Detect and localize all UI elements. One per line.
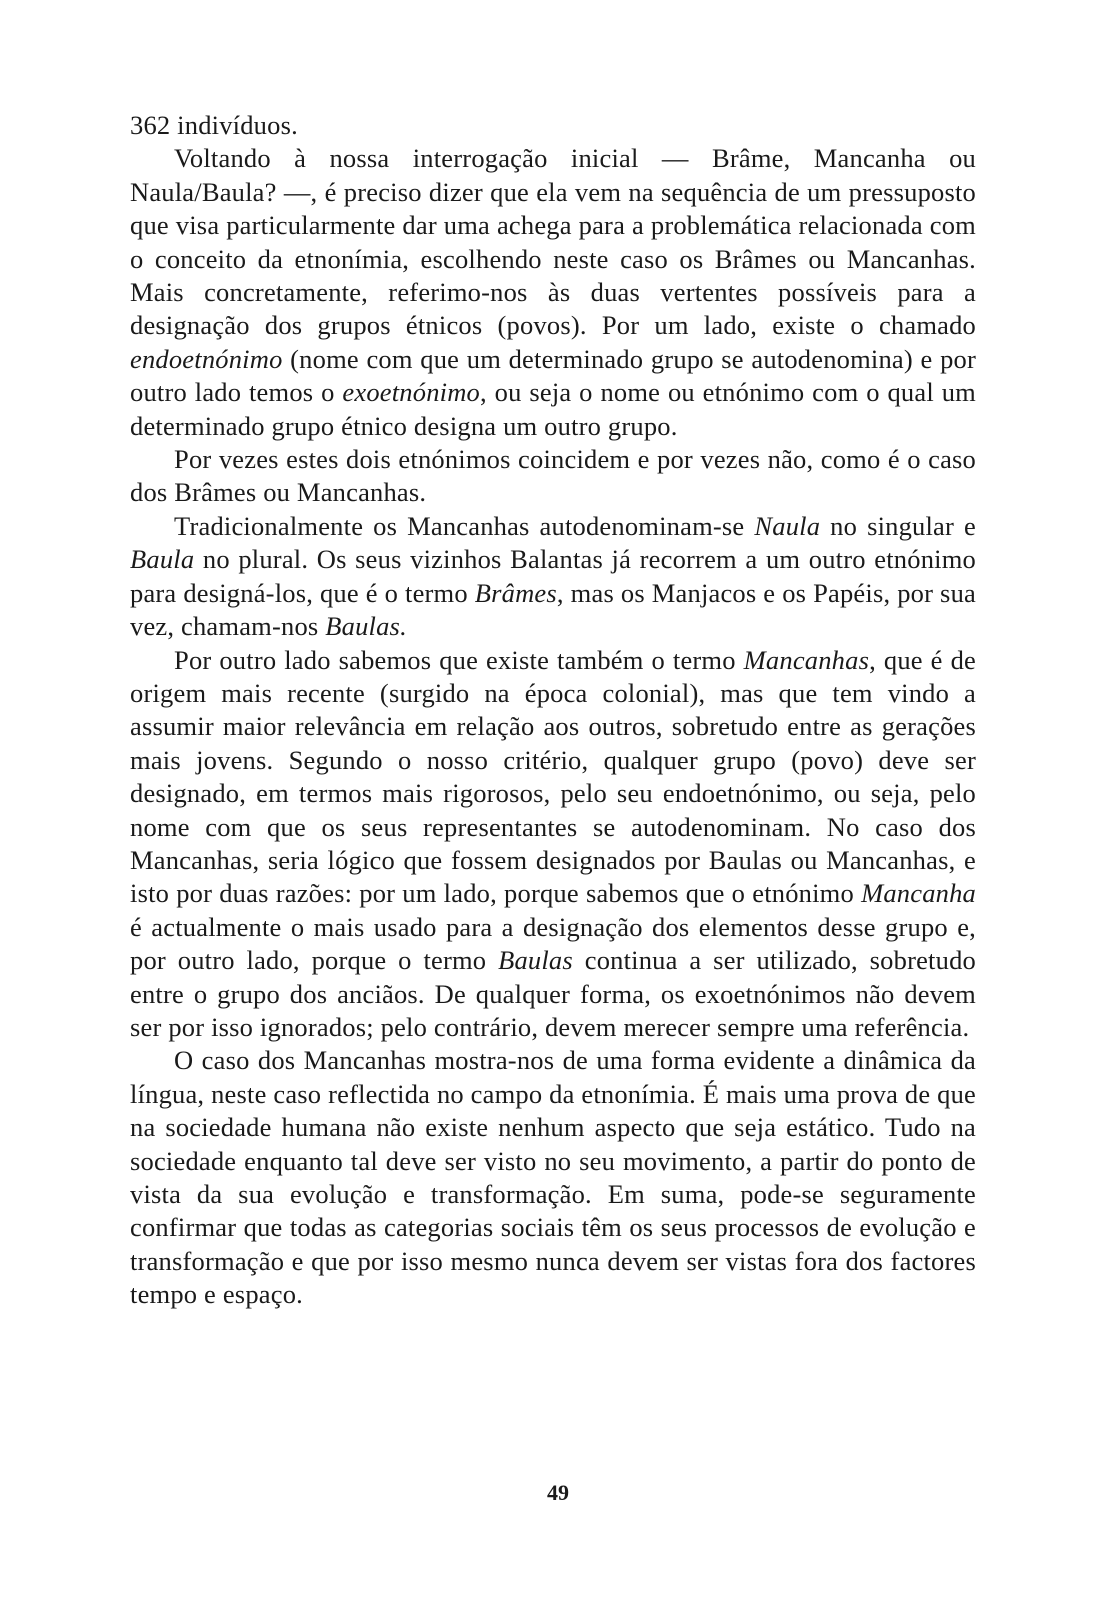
italic-term: Naula bbox=[754, 510, 821, 541]
page-number: 49 bbox=[547, 1480, 569, 1505]
text-run: O caso dos Mancanhas mostra-nos de uma forma evidente a dinâmica da língua, neste caso reflectida no campo da etnonímia. É mais uma prova de que na sociedade humana não existe nenhum aspecto que seja estático. Tudo na sociedade enquanto tal deve ser visto no seu movimento, a partir do ponto de vista da sua evolução e transformação. Em suma, pode-se seguramente confirmar que todas as categorias sociais têm os seus processos de evolução e transformação e que por isso mesmo nunca devem ser vistas fora dos factores tempo e espaço. bbox=[130, 1045, 976, 1310]
text-run: Por vezes estes dois etnónimos coincidem e por vezes não, como é o caso dos Brâmes ou Mancanhas. bbox=[130, 444, 976, 508]
paragraph bbox=[130, 510, 976, 644]
text-run: (nome com que um determinado grupo se autodenomina) e por outro lado temos o bbox=[130, 343, 976, 408]
italic-term: Baulas bbox=[498, 945, 573, 976]
italic-term: Baula bbox=[130, 544, 195, 575]
italic-term: exoetnónimo bbox=[342, 377, 480, 408]
italic-term: Mancanha bbox=[861, 878, 976, 909]
italic-term: Mancanhas bbox=[743, 644, 870, 675]
paragraph bbox=[130, 644, 976, 1045]
text-run: continua a ser utilizado, sobretudo entre o grupo dos anciãos. De qualquer forma, os exoetnónimos não devem ser por isso ignorados; pelo contrário, devem merecer sempre uma referência. bbox=[130, 945, 976, 1042]
text-run: , ou seja o nome ou etnónimo com o qual um determinado grupo étnico designa um outro grupo. bbox=[130, 377, 976, 441]
text-run: Por outro lado sabemos que existe também o termo bbox=[174, 644, 744, 675]
italic-term: endoetnónimo bbox=[130, 343, 283, 374]
text-run: Tradicionalmente os Mancanhas autodenominam-se bbox=[174, 510, 755, 541]
text-run: Voltando à nossa interrogação inicial — Brâme, Mancanha ou Naula/Baula? —, é preciso dizer que ela vem na sequência de um pressuposto que visa particularmente dar uma achega para a problemática relacionada com o conceito da etnonímia, escolhendo neste caso os Brâmes ou Mancanhas. Mais concretamente, referimo-nos às duas vertentes possíveis para a designação dos grupos étnicos (povos). Por um lado, existe o chamado bbox=[130, 143, 976, 341]
italic-term: Brâmes bbox=[474, 577, 557, 608]
text-run: é actualmente o mais usado para a designação dos elementos desse grupo e, por outro lado, porque o termo bbox=[130, 911, 976, 976]
text-run: no plural. Os seus vizinhos Balantas já recorrem a um outro etnónimo para designá-los, que é o termo bbox=[130, 544, 976, 608]
text-run: , que é de origem mais recente (surgido na época colonial), mas que tem vindo a assumir maior relevância em relação aos outros, sobretudo entre as gerações mais jovens. Segundo o nosso critério, qualquer grupo (povo) deve ser designado, em termos mais rigorosos, pelo seu endoetnónimo, ou seja, pelo nome com que os seus representantes se autodenominam. No caso dos Mancanhas, seria lógico que fossem designados por Baulas ou Mancanhas, e isto por duas razões: por um lado, porque sabemos que o etnónimo bbox=[130, 644, 976, 909]
paragraph bbox=[130, 1044, 976, 1311]
italic-term: Baulas. bbox=[325, 611, 407, 642]
text-run: 362 indivíduos. bbox=[130, 110, 298, 140]
paragraph bbox=[130, 109, 976, 142]
paragraph bbox=[130, 142, 976, 443]
text-run: no singular e bbox=[820, 510, 976, 541]
text-run: , mas os Manjacos e os Papéis, por sua vez, chamam-nos bbox=[130, 577, 976, 642]
page-body bbox=[130, 109, 976, 1312]
paragraph bbox=[130, 443, 976, 510]
